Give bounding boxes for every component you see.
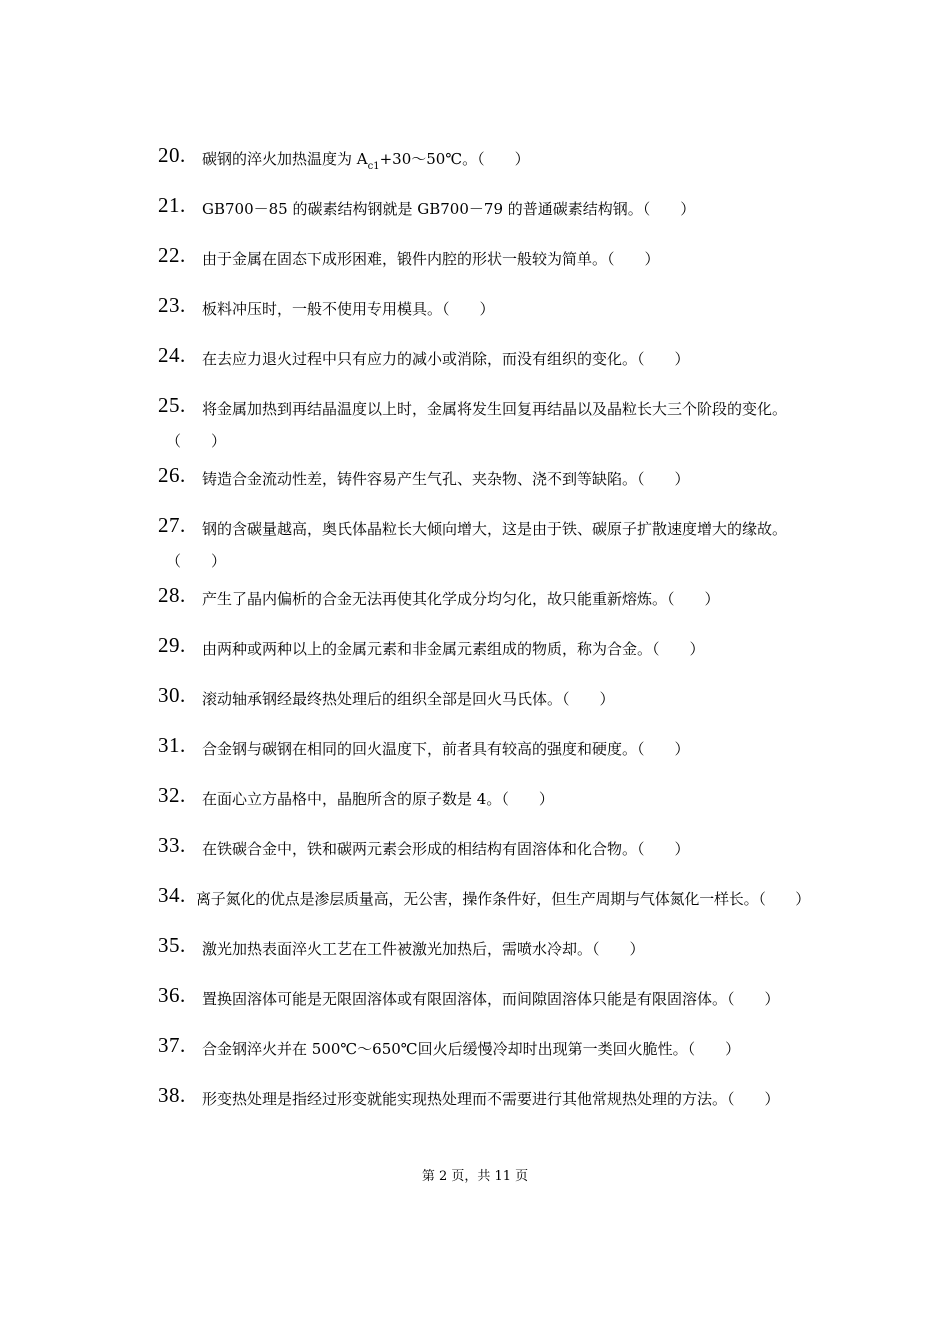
question-number: 31. (158, 733, 186, 757)
question-number: 25. (158, 393, 186, 417)
question-number: 27. (158, 513, 186, 537)
subscript: c1 (367, 161, 380, 172)
question-20 (158, 142, 878, 192)
question-text: GB700－85 的碳素结构钢就是 GB700－79 的普通碳素结构钢。（ ） (202, 200, 696, 218)
question-number: 36. (158, 983, 186, 1007)
question-28 (158, 582, 878, 632)
question-number: 35. (158, 933, 186, 957)
question-31 (158, 732, 878, 782)
question-text: 合金钢与碳钢在相同的回火温度下，前者具有较高的强度和硬度。（ ） (202, 740, 690, 758)
question-number: 20. (158, 143, 186, 167)
question-27 (158, 512, 878, 582)
question-29 (158, 632, 878, 682)
question-text: 钢的含碳量越高，奥氏体晶粒长大倾向增大，这是由于铁、碳原子扩散速度增大的缘故。 (202, 520, 788, 538)
question-21 (158, 192, 878, 242)
question-text: 由于金属在固态下成形困难，锻件内腔的形状一般较为简单。（ ） (202, 250, 660, 268)
question-number: 22. (158, 243, 186, 267)
question-number: 34. (158, 883, 186, 907)
question-number: 32. (158, 783, 186, 807)
question-33 (158, 832, 878, 882)
question-text: 铸造合金流动性差，铸件容易产生气孔、夹杂物、浇不到等缺陷。（ ） (202, 470, 690, 488)
question-text: 在去应力退火过程中只有应力的减小或消除，而没有组织的变化。（ ） (202, 350, 690, 368)
question-number: 37. (158, 1033, 186, 1057)
question-number: 23. (158, 293, 186, 317)
question-24 (158, 342, 878, 392)
question-text: 激光加热表面淬火工艺在工件被激光加热后，需喷水冷却。（ ） (202, 940, 645, 958)
question-23 (158, 292, 878, 342)
question-35 (158, 932, 878, 982)
question-25 (158, 392, 878, 462)
question-30 (158, 682, 878, 732)
page-footer: 第 2 页，共 11 页 (421, 1169, 529, 1184)
question-text: 由两种或两种以上的金属元素和非金属元素组成的物质，称为合金。（ ） (202, 640, 705, 658)
question-number: 33. (158, 833, 186, 857)
question-number: 26. (158, 463, 186, 487)
question-26 (158, 462, 878, 512)
question-number: 38. (158, 1083, 186, 1107)
question-text: 产生了晶内偏析的合金无法再使其化学成分均匀化，故只能重新熔炼。（ ） (202, 590, 720, 608)
question-text: 置换固溶体可能是无限固溶体或有限固溶体，而间隙固溶体只能是有限固溶体。（ ） (202, 990, 780, 1008)
question-34 (158, 882, 878, 932)
question-number: 28. (158, 583, 186, 607)
question-text: 在面心立方晶格中，晶胞所含的原子数是 4。（ ） (202, 790, 554, 808)
question-text: 形变热处理是指经过形变就能实现热处理而不需要进行其他常规热处理的方法。（ ） (202, 1090, 780, 1108)
answer-bracket: （ ） (166, 552, 227, 570)
question-text: 离子氮化的优点是渗层质量高，无公害，操作条件好，但生产周期与气体氮化一样长。（ ） (196, 890, 811, 908)
question-32 (158, 782, 878, 832)
question-text: 在铁碳合金中，铁和碳两元素会形成的相结构有固溶体和化合物。（ ） (202, 840, 690, 858)
question-text: 滚动轴承钢经最终热处理后的组织全部是回火马氏体。（ ） (202, 690, 615, 708)
question-22 (158, 242, 878, 292)
question-text: 碳钢的淬火加热温度为 $A_{c1}+30\sim 50℃$。（ ） (202, 150, 530, 172)
answer-bracket: （ ） (166, 432, 227, 450)
question-text: 将金属加热到再结晶温度以上时，金属将发生回复再结晶以及晶粒长大三个阶段的变化。 (202, 400, 788, 418)
question-list (158, 142, 878, 1132)
question-36 (158, 982, 878, 1032)
question-38 (158, 1082, 878, 1132)
question-text: 板料冲压时，一般不使用专用模具。（ ） (202, 300, 495, 318)
question-number: 30. (158, 683, 186, 707)
question-text: 合金钢淬火并在 500℃～650℃回火后缓慢冷却时出现第一类回火脆性。（ ） (202, 1040, 741, 1058)
question-number: 21. (158, 193, 186, 217)
question-number: 24. (158, 343, 186, 367)
question-number: 29. (158, 633, 186, 657)
question-37 (158, 1032, 878, 1082)
